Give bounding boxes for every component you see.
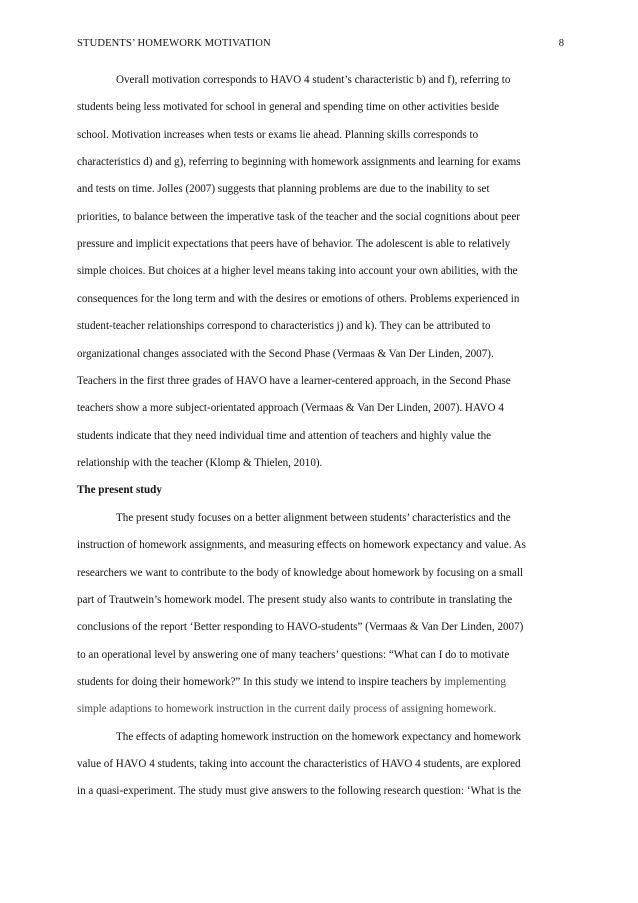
running-head: STUDENTS’ HOMEWORK MOTIVATION bbox=[77, 38, 271, 49]
paragraph-line: Teachers in the first three grades of HAVO have a learner-centered approach, in the Second Phase bbox=[77, 375, 511, 387]
paragraph-line-part: implementing bbox=[444, 676, 506, 688]
paragraph-line bbox=[77, 675, 506, 689]
paragraph-line: conclusions of the report ‘Better responding to HAVO-students” (Vermaas & Van Der Linden, 2007) bbox=[77, 621, 524, 633]
paragraph-line: The present study focuses on a better alignment between students’ characteristics and the bbox=[116, 512, 511, 524]
paragraph-line: part of Trautwein’s homework model. The present study also wants to contribute in translating the bbox=[77, 594, 513, 606]
paragraph-line: school. Motivation increases when tests or exams lie ahead. Planning skills corresponds to bbox=[77, 129, 479, 141]
paragraph-line: and tests on time. Jolles (2007) suggests that planning problems are due to the inability to set bbox=[77, 183, 490, 195]
paragraph-line: students indicate that they need individual time and attention of teachers and highly value the bbox=[77, 430, 492, 442]
paragraph-line: priorities, to balance between the imperative task of the teacher and the social cognitions about peer bbox=[77, 211, 520, 223]
paragraph-line-part: students for doing their homework?” In this study we intend to inspire teachers by bbox=[77, 676, 445, 688]
paragraph-line: organizational changes associated with the Second Phase (Vermaas & Van Der Linden, 2007). bbox=[77, 348, 494, 360]
paragraph-line: researchers we want to contribute to the body of knowledge about homework by focusing on a small bbox=[77, 567, 524, 579]
page-number: 8 bbox=[558, 38, 564, 49]
paragraph-line: characteristics d) and g), referring to beginning with homework assignments and learning for exams bbox=[77, 156, 521, 168]
paragraph-line: Overall motivation corresponds to HAVO 4 student’s characteristic b) and f), referring to bbox=[116, 74, 511, 86]
paragraph-line: to an operational level by answering one of many teachers’ questions: “What can I do to motivate bbox=[77, 649, 510, 661]
paragraph-line: instruction of homework assignments, and measuring effects on homework expectancy and value. As bbox=[77, 539, 526, 551]
section-heading: The present study bbox=[77, 484, 162, 496]
paragraph-line: teachers show a more subject-orientated approach (Vermaas & Van Der Linden, 2007). HAVO 4 bbox=[77, 402, 504, 414]
paragraph-line: relationship with the teacher (Klomp & Thielen, 2010). bbox=[77, 457, 323, 469]
paragraph-line: value of HAVO 4 students, taking into account the characteristics of HAVO 4 students, are explored bbox=[77, 758, 521, 770]
paragraph-line: students being less motivated for school in general and spending time on other activities beside bbox=[77, 101, 500, 113]
paragraph-line: pressure and implicit expectations that peers have of behavior. The adolescent is able to relatively bbox=[77, 238, 511, 250]
paragraph-line: simple choices. But choices at a higher level means taking into account your own abilities, with the bbox=[77, 265, 518, 277]
paragraph-line: student-teacher relationships correspond to characteristics j) and k). They can be attributed to bbox=[77, 320, 491, 332]
paragraph-line: in a quasi-experiment. The study must give answers to the following research question: ‘What is the bbox=[77, 785, 522, 797]
paragraph-line: The effects of adapting homework instruction on the homework expectancy and homework bbox=[116, 731, 521, 743]
paragraph-line: simple adaptions to homework instruction in the current daily process of assigning homework. bbox=[77, 703, 497, 715]
paragraph-line: consequences for the long term and with the desires or emotions of others. Problems experienced in bbox=[77, 293, 520, 305]
